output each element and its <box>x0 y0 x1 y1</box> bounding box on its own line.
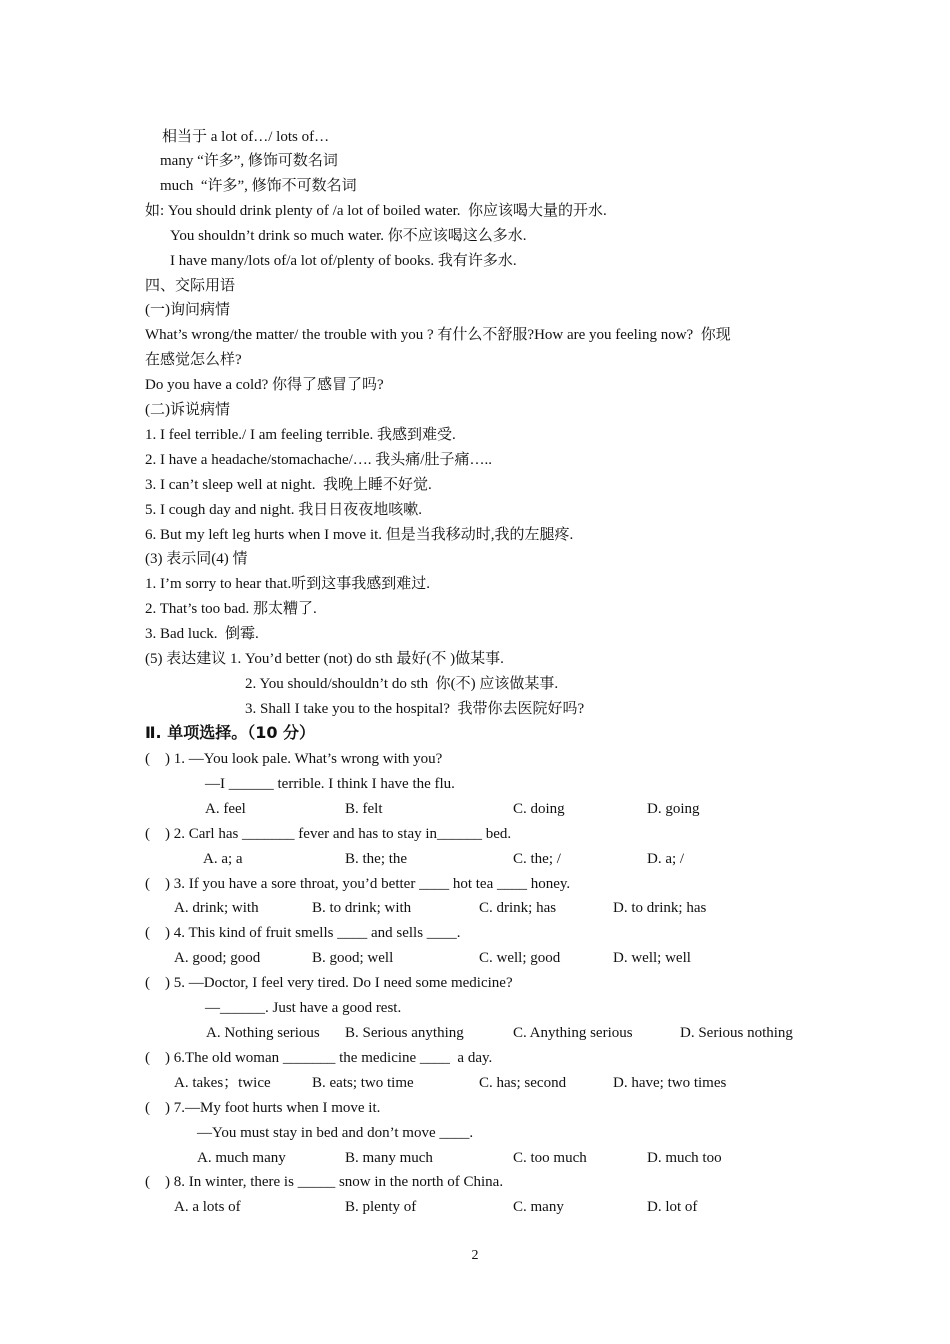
question-7-response: —You must stay in bed and don’t move ____. <box>197 1125 474 1141</box>
question-6-option-a[interactable]: A. takes；twice <box>174 1075 271 1091</box>
section-title-multiple-choice: Ⅱ. 单项选择。（10 分） <box>145 723 316 742</box>
question-1-option-d[interactable]: D. going <box>647 801 700 817</box>
question-5-stem: ( ) 5. —Doctor, I feel very tired. Do I need some medicine? <box>145 975 513 991</box>
example-line-1: 如: You should drink plenty of /a lot of boiled water. 你应该喝大量的开水. <box>145 203 607 219</box>
question-5-option-b[interactable]: B. Serious anything <box>345 1025 464 1041</box>
question-7-stem: ( ) 7.—My foot hurts when I move it. <box>145 1100 381 1116</box>
question-6-option-b[interactable]: B. eats; two time <box>312 1075 414 1091</box>
question-7-option-d[interactable]: D. much too <box>647 1150 722 1166</box>
question-3-option-d[interactable]: D. to drink; has <box>613 900 707 916</box>
tell-line-3: 3. I can’t sleep well at night. 我晚上睡不好觉. <box>145 477 432 493</box>
question-2-option-a[interactable]: A. a; a <box>203 851 243 867</box>
question-3-stem: ( ) 3. If you have a sore throat, you’d better ____ hot tea ____ honey. <box>145 876 571 892</box>
ask-line-1b: 在感觉怎么样? <box>145 352 242 368</box>
page-number: 2 <box>471 1248 479 1263</box>
question-6-option-c[interactable]: C. has; second <box>479 1075 567 1091</box>
question-4-option-a[interactable]: A. good; good <box>174 950 261 966</box>
subsection-tell: (二)诉说病情 <box>145 402 230 418</box>
question-1-option-a[interactable]: A. feel <box>205 801 246 817</box>
question-5-option-c[interactable]: C. Anything serious <box>513 1025 633 1041</box>
tell-line-2: 2. I have a headache/stomachache/…. 我头痛/肚子痛….. <box>145 452 492 468</box>
question-6-option-d[interactable]: D. have; two times <box>613 1075 727 1091</box>
question-6-stem: ( ) 6.The old woman _______ the medicine ____ a day. <box>145 1050 493 1066</box>
question-8-option-a[interactable]: A. a lots of <box>174 1199 241 1215</box>
question-7-option-b[interactable]: B. many much <box>345 1150 433 1166</box>
tell-line-1: 1. I feel terrible./ I am feeling terrible. 我感到难受. <box>145 427 456 443</box>
question-4-option-b[interactable]: B. good; well <box>312 950 394 966</box>
tell-line-5: 5. I cough day and night. 我日日夜夜地咳嗽. <box>145 502 423 518</box>
question-7-option-c[interactable]: C. too much <box>513 1150 587 1166</box>
question-5-option-d[interactable]: D. Serious nothing <box>680 1025 793 1041</box>
ask-line-2: Do you have a cold? 你得了感冒了吗? <box>145 377 384 393</box>
note-line-2: many “许多”, 修饰可数名词 <box>160 153 338 169</box>
question-7-option-a[interactable]: A. much many <box>197 1150 286 1166</box>
question-2-option-d[interactable]: D. a; / <box>647 851 685 867</box>
question-8-option-b[interactable]: B. plenty of <box>345 1199 417 1215</box>
question-5-option-a[interactable]: A. Nothing serious <box>206 1025 320 1041</box>
question-4-option-d[interactable]: D. well; well <box>613 950 691 966</box>
question-2-option-c[interactable]: C. the; / <box>513 851 561 867</box>
question-3-option-b[interactable]: B. to drink; with <box>312 900 412 916</box>
section-title-communication: 四、交际用语 <box>145 278 236 294</box>
question-4-stem: ( ) 4. This kind of fruit smells ____ and sells ____. <box>145 925 461 941</box>
subsection-sympathy: (3) 表示同(4) 情 <box>145 551 248 567</box>
question-8-option-c[interactable]: C. many <box>513 1199 564 1215</box>
sympathy-line-1: 1. I’m sorry to hear that.听到这事我感到难过. <box>145 576 430 592</box>
question-2-option-b[interactable]: B. the; the <box>345 851 408 867</box>
sympathy-line-2: 2. That’s too bad. 那太糟了. <box>145 601 317 617</box>
note-line-3: much “许多”, 修饰不可数名词 <box>160 178 357 194</box>
question-2-stem: ( ) 2. Carl has _______ fever and has to stay in______ bed. <box>145 826 512 842</box>
advice-line-3: 3. Shall I take you to the hospital? 我带你去医院好吗? <box>245 701 585 717</box>
example-line-2: You shouldn’t drink so much water. 你不应该喝这么多水. <box>170 228 527 244</box>
question-1-option-c[interactable]: C. doing <box>513 801 565 817</box>
question-1-option-b[interactable]: B. felt <box>345 801 383 817</box>
question-1-stem: ( ) 1. —You look pale. What’s wrong with you? <box>145 751 443 767</box>
ask-line-1: What’s wrong/the matter/ the trouble with you ? 有什么不舒服?How are you feeling now? 你现 <box>145 327 731 343</box>
sympathy-line-3: 3. Bad luck. 倒霉. <box>145 626 259 642</box>
question-4-option-c[interactable]: C. well; good <box>479 950 561 966</box>
tell-line-6: 6. But my left leg hurts when I move it. 但是当我移动时,我的左腿疼. <box>145 527 574 543</box>
question-3-option-a[interactable]: A. drink; with <box>174 900 259 916</box>
subsection-ask: (一)询问病情 <box>145 302 230 318</box>
advice-line-2: 2. You should/shouldn’t do sth 你(不) 应该做某事. <box>245 676 559 692</box>
note-line-1: 相当于 a lot of…/ lots of… <box>162 129 330 145</box>
advice-line-1: (5) 表达建议 1. You’d better (not) do sth 最好(不 )做某事. <box>145 651 504 667</box>
question-1-response: —I ______ terrible. I think I have the flu. <box>205 776 455 792</box>
example-line-3: I have many/lots of/a lot of/plenty of books. 我有许多水. <box>170 253 517 269</box>
question-3-option-c[interactable]: C. drink; has <box>479 900 557 916</box>
question-8-option-d[interactable]: D. lot of <box>647 1199 698 1215</box>
question-8-stem: ( ) 8. In winter, there is _____ snow in the north of China. <box>145 1174 504 1190</box>
question-5-response: —______. Just have a good rest. <box>205 1000 402 1016</box>
